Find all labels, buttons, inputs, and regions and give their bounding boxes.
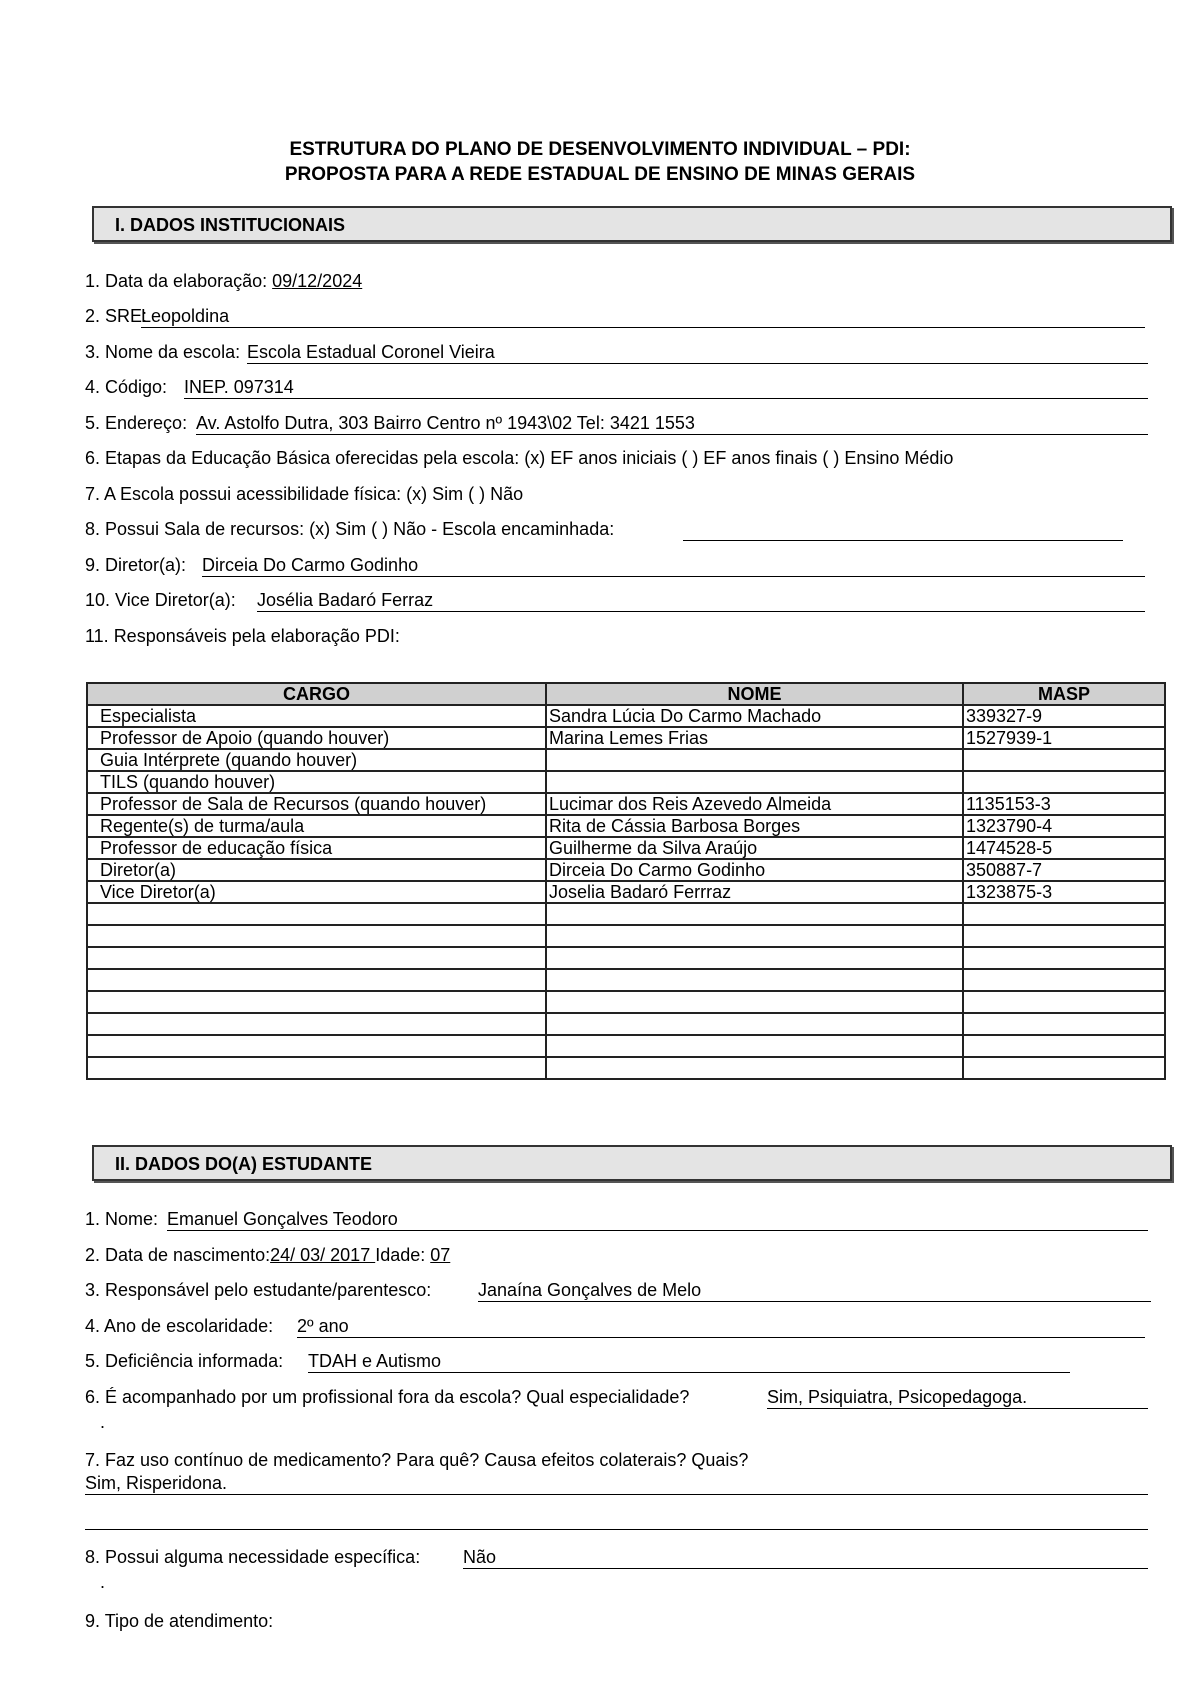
dot-mark: .	[100, 1572, 106, 1592]
table-row	[87, 1035, 1165, 1057]
field-responsibles: 11. Responsáveis pela elaboração PDI:	[85, 626, 400, 646]
student-name-value: Emanuel Gonçalves Teodoro	[167, 1208, 1148, 1231]
cell-cargo: TILS (quando houver)	[87, 771, 546, 793]
external-professional-value: Sim, Psiquiatra, Psicopedagoga.	[767, 1386, 1148, 1409]
field-student-name: 1. Nome: Emanuel Gonçalves Teodoro	[85, 1208, 1148, 1230]
table-row	[87, 881, 1165, 903]
table-row	[87, 837, 1165, 859]
cell-cargo	[87, 925, 546, 947]
cell-cargo: Vice Diretor(a)	[87, 881, 546, 903]
table-row	[87, 1057, 1165, 1079]
cell-nome: Sandra Lúcia Do Carmo Machado	[546, 705, 963, 727]
column-header-cargo: CARGO	[87, 683, 546, 705]
table-row	[87, 815, 1165, 837]
cell-masp	[963, 749, 1165, 771]
vice-director-value: Josélia Badaró Ferraz	[257, 589, 1145, 612]
table-row	[87, 727, 1165, 749]
cell-nome	[546, 771, 963, 793]
table-row	[87, 969, 1165, 991]
cell-nome	[546, 1035, 963, 1057]
referred-school-value	[683, 518, 1123, 541]
document-title-line-1: ESTRUTURA DO PLANO DE DESENVOLVIMENTO INDIVIDUAL – PDI:	[289, 139, 911, 160]
cell-nome: Guilherme da Silva Araújo	[546, 837, 963, 859]
cell-nome	[546, 1013, 963, 1035]
field-disability: 5. Deficiência informada: TDAH e Autismo	[85, 1350, 1070, 1372]
school-year-value: 2º ano	[297, 1315, 1145, 1338]
field-guardian: 3. Responsável pelo estudante/parentesco: Janaína Gonçalves de Melo	[85, 1279, 1151, 1301]
responsibles-table	[86, 682, 1166, 1080]
field-address: 5. Endereço: Av. Astolfo Dutra, 303 Bairro Centro nº 1943\02 Tel: 3421 1553	[85, 412, 1148, 434]
cell-nome	[546, 925, 963, 947]
guardian-value: Janaína Gonçalves de Melo	[478, 1279, 1151, 1302]
field-education-stages: 6. Etapas da Educação Básica oferecidas pela escola: (x) EF anos iniciais ( ) EF anos finais ( ) Ensino Médio	[85, 448, 954, 468]
column-header-masp: MASP	[963, 683, 1165, 705]
field-external-professional: 6. É acompanhado por um profissional fora da escola? Qual especialidade? Sim, Psiquiatra, Psicopedagoga.	[85, 1386, 1148, 1408]
elaboration-date-value: 09/12/2024	[272, 271, 363, 291]
cell-masp	[963, 771, 1165, 793]
cell-cargo: Diretor(a)	[87, 859, 546, 881]
cell-masp: 1474528-5	[963, 837, 1165, 859]
cell-nome	[546, 947, 963, 969]
cell-masp	[963, 991, 1165, 1013]
field-specific-needs: 8. Possui alguma necessidade específica: Não	[85, 1546, 1148, 1568]
cell-cargo: Regente(s) de turma/aula	[87, 815, 546, 837]
table-row	[87, 771, 1165, 793]
table-row	[87, 749, 1165, 771]
field-school-year: 4. Ano de escolaridade: 2º ano	[85, 1315, 1145, 1337]
cell-cargo	[87, 1013, 546, 1035]
dot-mark: .	[100, 1412, 106, 1432]
table-row	[87, 1013, 1165, 1035]
cell-nome: Rita de Cássia Barbosa Borges	[546, 815, 963, 837]
field-medication-answer	[85, 1472, 1148, 1494]
cell-masp: 1135153-3	[963, 793, 1165, 815]
table-row	[87, 903, 1165, 925]
field-sre: 2. SRE: Leopoldina	[85, 305, 1145, 327]
cell-masp: 1323790-4	[963, 815, 1165, 837]
cell-masp	[963, 925, 1165, 947]
field-medication-question: 7. Faz uso contínuo de medicamento? Para quê? Causa efeitos colaterais? Quais?	[85, 1450, 749, 1470]
cell-nome: Joselia Badaró Ferrraz	[546, 881, 963, 903]
section-institutional-header: I. DADOS INSTITUCIONAIS	[92, 206, 1172, 242]
birth-date-value: 24/ 03/ 2017	[270, 1245, 376, 1265]
field-birth-date: 2. Data de nascimento:24/ 03/ 2017 Idade: 07	[85, 1245, 451, 1265]
specific-needs-value: Não	[463, 1546, 1148, 1569]
cell-nome: Lucimar dos Reis Azevedo Almeida	[546, 793, 963, 815]
cell-cargo	[87, 1035, 546, 1057]
school-name-value: Escola Estadual Coronel Vieira	[247, 341, 1148, 364]
cell-nome	[546, 903, 963, 925]
cell-cargo: Professor de Sala de Recursos (quando houver)	[87, 793, 546, 815]
field-elaboration-date: 1. Data da elaboração: 09/12/2024	[85, 271, 363, 291]
table-row	[87, 991, 1165, 1013]
field-code: 4. Código: INEP. 097314	[85, 376, 1148, 398]
cell-masp	[963, 969, 1165, 991]
cell-masp	[963, 947, 1165, 969]
cell-nome	[546, 991, 963, 1013]
age-value: 07	[430, 1245, 451, 1265]
field-physical-accessibility: 7. A Escola possui acessibilidade física: (x) Sim ( ) Não	[85, 484, 524, 504]
table-row	[87, 793, 1165, 815]
table-row	[87, 947, 1165, 969]
field-school-name: 3. Nome da escola: Escola Estadual Coronel Vieira	[85, 341, 1148, 363]
field-resource-room: 8. Possui Sala de recursos: (x) Sim ( ) Não - Escola encaminhada:	[85, 518, 1123, 540]
address-value: Av. Astolfo Dutra, 303 Bairro Centro nº 1943\02 Tel: 3421 1553	[196, 412, 1148, 435]
cell-nome: Marina Lemes Frias	[546, 727, 963, 749]
field-medication-blank-line	[85, 1507, 1148, 1529]
table-row	[87, 859, 1165, 881]
medication-extra-line	[85, 1507, 1148, 1530]
column-header-nome: NOME	[546, 683, 963, 705]
table-row	[87, 925, 1165, 947]
section-student-header: II. DADOS DO(A) ESTUDANTE	[92, 1145, 1172, 1181]
cell-masp	[963, 1013, 1165, 1035]
cell-cargo: Guia Intérprete (quando houver)	[87, 749, 546, 771]
cell-nome: Dirceia Do Carmo Godinho	[546, 859, 963, 881]
document-title-line-2: PROPOSTA PARA A REDE ESTADUAL DE ENSINO DE MINAS GERAIS	[284, 164, 916, 185]
cell-cargo	[87, 947, 546, 969]
code-value: INEP. 097314	[184, 376, 1148, 399]
cell-masp: 339327-9	[963, 705, 1165, 727]
cell-masp	[963, 903, 1165, 925]
cell-cargo	[87, 903, 546, 925]
cell-masp: 1527939-1	[963, 727, 1165, 749]
cell-nome	[546, 1057, 963, 1079]
field-director: 9. Diretor(a): Dirceia Do Carmo Godinho	[85, 554, 1145, 576]
cell-cargo	[87, 991, 546, 1013]
cell-nome	[546, 749, 963, 771]
cell-cargo: Professor de Apoio (quando houver)	[87, 727, 546, 749]
cell-cargo: Professor de educação física	[87, 837, 546, 859]
cell-masp: 1323875-3	[963, 881, 1165, 903]
cell-cargo: Especialista	[87, 705, 546, 727]
disability-value: TDAH e Autismo	[308, 1350, 1070, 1373]
field-service-type: 9. Tipo de atendimento:	[85, 1611, 274, 1631]
director-value: Dirceia Do Carmo Godinho	[202, 554, 1145, 577]
cell-masp	[963, 1035, 1165, 1057]
cell-masp: 350887-7	[963, 859, 1165, 881]
table-row	[87, 705, 1165, 727]
sre-value: Leopoldina	[141, 305, 1145, 328]
cell-masp	[963, 1057, 1165, 1079]
medication-value: Sim, Risperidona.	[85, 1472, 1148, 1495]
cell-cargo	[87, 969, 546, 991]
cell-nome	[546, 969, 963, 991]
cell-cargo	[87, 1057, 546, 1079]
table-header-row	[87, 683, 1165, 705]
field-vice-director: 10. Vice Diretor(a): Josélia Badaró Ferraz	[85, 589, 1145, 611]
